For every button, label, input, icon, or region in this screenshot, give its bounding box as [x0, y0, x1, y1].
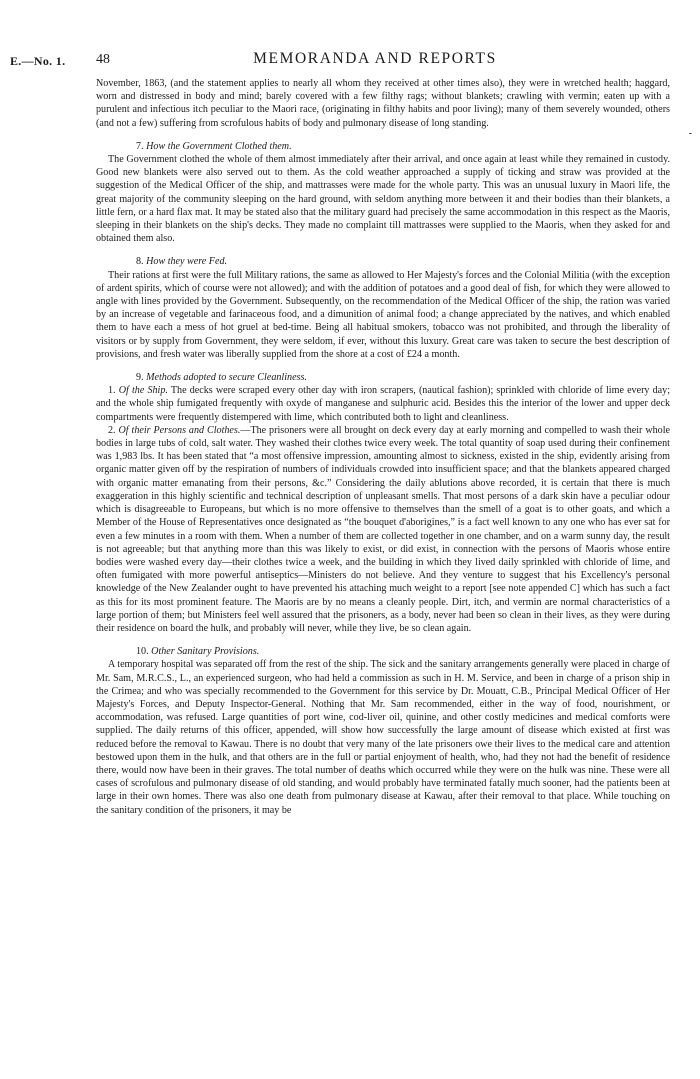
- section-9-sub-2: [96, 424, 670, 635]
- section-title: How they were Fed.: [146, 256, 228, 268]
- sub-number: 1.: [108, 385, 116, 397]
- page-header: [10, 52, 670, 74]
- section-10-heading: [96, 645, 670, 658]
- sub-text: —The prisoners were all brought on deck every day at early morning and compelled to wash their whole bodies in large tubs of cold, salt water. They washed their clothes twice every week. The total quantity of soap used during their confinement was 1,983 lbs. It has been stated that “a most offensive impression, amounting almost to sickness, existed in the ship, evidently arising from organic matter given off by the respiration of numbers of individuals crowded into insufficient space; and that the blankets appeared charged with organic matter emanating from their persons, &c.” Considering the daily ablutions above recorded, it is certain that there is much exaggeration in this highly scientific and technical description of unpleasant smells. That most persons of a dark skin have a peculiar odour which is disagreeable to Europeans, but which is no more offensive to themselves than the smell of a goat is to other goats, and which a Member of the House of Representatives once designated as “the bouquet d'aborigines,” is a fact well known to any one who has ever sat for even a few minutes in a room with them. When a number of them are collected together in one chamber, and on a warm sunny day, the result is not agreeable; but that anything more than this was likely to exist, or did exist, in connection with the persons of Maoris whose entire bodies were washed every day—their clothes twice a week, and the building in which they lived daily sprinkled with chloride of lime, and often fumigated with more powerful antiseptics—Ministers do not believe. And they venture to suggest that his Excellency's personal knowledge of the New Zealander ought to have prevented his attaching much weight to a report [see note appended C] which has such a fact as this for its most prominent feature. The Maoris are by no means a cleanly people. Dirt, itch, and vermin are normal characteristics of a large portion of them; but Ministers feel well assured that the prisoners, as a body, never had been so clean in their lives, as they were during their residence on board the hulk, and probably will never, while they live, be so clean again.: [96, 424, 670, 634]
- sub-lead: Of their Persons and Clothes.: [118, 424, 241, 436]
- section-number: 10.: [136, 646, 149, 658]
- section-number: 7.: [136, 140, 144, 152]
- section-8-text: Their rations at first were the full Military rations, the same as allowed to Her Majesty's forces and the Colonial Militia (with the exception of ardent spirits, which of course were not allowed); and with the addition of potatoes and a good deal of fish, for which they were allowed to angle with lines provided by the Government. Subsequently, on the recommendation of the Medical Officer of the ship, the ration was varied by an increase of vegetable and farinaceous food, and a dimunition of animal food; a change appreciated by the natives, and which enabled them to have each a mess of hot gruel at bed-time. Being all habitual smokers, tobacco was not prohibited, and through the liberality of visitors or by supply from Government, they were seldom, if ever, without this luxury. Great care was taken to secure the best description of provisions, and fresh water was liberally supplied from the shore at a cost of £24 a month.: [96, 269, 670, 360]
- running-title: MEMORANDA AND REPORTS: [253, 50, 497, 67]
- section-10-text: A temporary hospital was separated off from the rest of the ship. The sick and the sanitary arrangements generally were placed in charge of Mr. Sam, M.R.C.S., L., an experienced surgeon, who had held a commission as such in H. M. Service, and been in charge of a prison ship in the Crimea; and who was specially recommended to the Government for this service by Dr. Mouatt, C.B., Principal Medical Officer of Her Majesty's Forces, and Deputy Inspector-General. Nothing that Mr. Sam recommended, either in the way of food, nourishment, or accommodation, was refused. Large quantities of port wine, cod-liver oil, quinine, and other costly medicines and medical comforts were supplied. The daily returns of this officer, appended, will show how successfully the large amount of disease which existed at first was reduced before the removal to Kawau. There is no doubt that very many of the late prisoners owe their lives to the medical care and attention bestowed upon them in the hulk, and that others are in the full or partial enjoyment of health, who, had they not had the benefit of residence there, would now have been in their graves. The total number of deaths which occurred while they were on the hulk was nine. These were all cases of scrofulous and pulmonary disease of old standing, and would probably have terminated fatally much sooner, had the patients been at large in their own homes. There was also one death from pulmonary disease at Kawau, after their removal to that place. While touching on the sanitary condition of the prisoners, it may be: [96, 659, 670, 816]
- sub-lead: Of the Ship.: [118, 385, 168, 397]
- section-8-heading: [96, 255, 670, 268]
- section-number: 8.: [136, 256, 144, 268]
- section-title: How the Government Clothed them.: [146, 140, 292, 152]
- margin-mark: -: [688, 128, 692, 139]
- document-body: [96, 77, 670, 817]
- section-9-heading: [96, 371, 670, 384]
- section-title: Other Sanitary Provisions.: [151, 646, 260, 658]
- section-title: Methods adopted to secure Cleanliness.: [146, 372, 307, 384]
- page-number: 48: [96, 52, 110, 67]
- section-9-sub-1: [96, 384, 670, 424]
- series-label: E.—No. 1.: [10, 54, 66, 68]
- section-7-text: The Government clothed the whole of them almost immediately after their arrival, and once again at least while they remained in custody. Good new blankets were also served out to them. As the cold weather approached a supply of ticking and straw was provided at the suggestion of the Medical Officer of the ship, and mattrasses were made for the whole party. This was an unusual luxury in Maori life, the great majority of the community sleeping on the hard ground, with seldom anything more between it and their bodies than their blankets, a little fern, or a hard flax mat. It may be stated also that the military guard had precisely the same accommodation in this respect as the Maoris, sleeping in their blankets on the ship's decks. They made no complaint till mattrasses were supplied to the Maoris, when they asked for and obtained them also.: [96, 154, 670, 245]
- sub-number: 2.: [108, 424, 116, 436]
- sub-text: The decks were scraped every other day with iron scrapers, (nautical fashion); sprinkled with chloride of lime every day; and the whole ship fumigated frequently with oxyde of manganese and sulphuric acid. Besides this the interior of the lower and upper deck compartments were frequently distempered with lime, which contributed both to light and cleanliness.: [96, 385, 671, 423]
- intro-paragraph: November, 1863, (and the statement applies to nearly all whom they received at other times also), they were in wretched health; haggard, worn and distressed in body and mind; barely covered with a few filthy rags; without blankets; crawling with vermin; eaten up with a purulent and infectious itch peculiar to the Maori race, (originating in filthy habits and poor living); many of them severely wounded, others (and not a few) suffering from scrofulous habits of body and pulmonary disease of long standing.: [96, 78, 670, 129]
- section-7-heading: [96, 140, 670, 153]
- section-number: 9.: [136, 372, 144, 384]
